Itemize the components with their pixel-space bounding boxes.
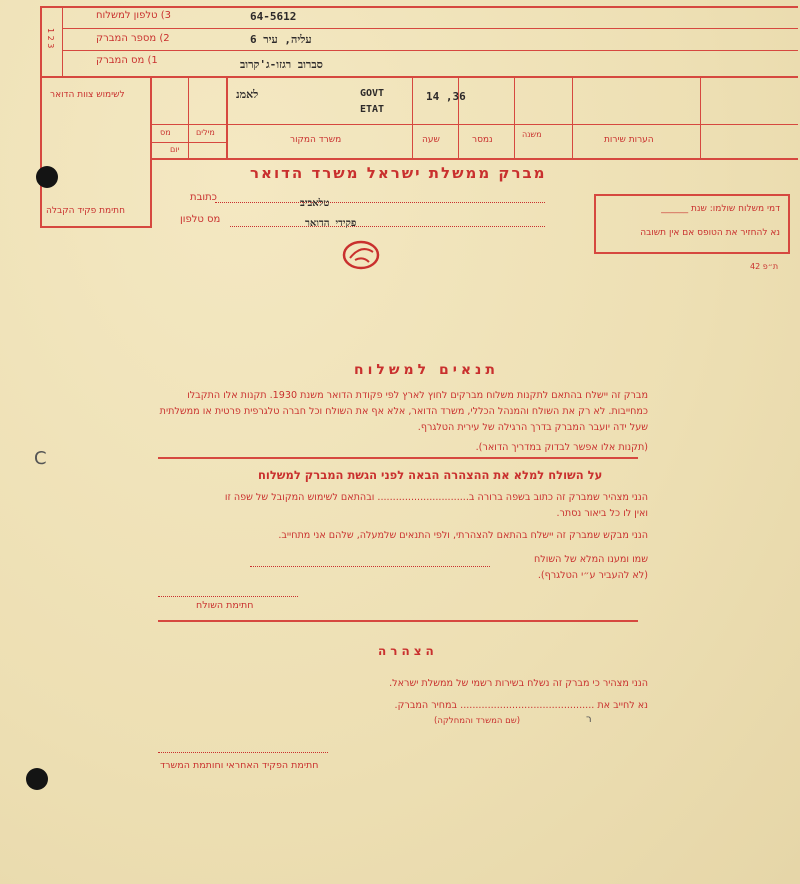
sender-line-1b: ואין לו כל ביאור נסתר.	[556, 508, 648, 519]
col-time-label: שעה	[422, 135, 440, 145]
name-line	[230, 226, 545, 227]
left-mid-label: חתימת פקיד הקבלה	[46, 206, 125, 216]
declaration-signature-line	[158, 752, 328, 753]
address-line	[215, 202, 545, 203]
name-label: מס טלפון	[180, 214, 221, 225]
conditions-para-2: (תקנות אלו אפשר לבדוק במדריך הדואר).	[475, 442, 648, 453]
row2-typed: עליה, עיר 6	[250, 33, 312, 46]
col-office-label: משרד המקור	[290, 135, 342, 145]
punch-hole-bottom-icon	[26, 768, 48, 790]
margin-c-mark: C	[34, 448, 47, 469]
grid-col-7	[572, 78, 573, 158]
typed-a: לאמנ	[236, 88, 259, 101]
banner-title: מברק ממשלת ישראל משרד הדואר	[250, 164, 547, 182]
row2-label: 2) מספר המברק	[96, 33, 170, 44]
row1-label: 3) טלפון למשלוח	[96, 10, 171, 21]
declaration-title: הצהרה	[378, 644, 438, 658]
grid-row-3	[150, 158, 798, 160]
sender-line-3: שמו ומענו המלא של השולח	[533, 554, 648, 565]
grid-row-2	[150, 142, 228, 143]
margin-r-mark: ר	[586, 714, 592, 725]
header-rule-1	[62, 28, 798, 29]
sender-line-1: הנני מצהיר שמברק זה כתוב בשפה ברורה ב.............................. ובהתאם לשימוש המקובל של שפה זו	[224, 492, 648, 503]
row1-typed: 64-5612	[250, 10, 297, 23]
col-date-label: יום	[170, 145, 180, 154]
row3-typed: סברוב רגזו-ג'קרוב	[240, 58, 323, 71]
grid-col-8	[700, 78, 701, 158]
declaration-line-1: הנני מצהיר כי מברק זה נשלח בשירות רשמי של ממשלת ישראל.	[389, 678, 648, 689]
declaration-signature-label: חתימת הפקיד האחראי וחותמת המשרד	[160, 760, 319, 771]
typed-etat: ETAT	[360, 104, 385, 115]
box-line-1: דמי משלוח שולמו: שנת ______	[661, 204, 780, 214]
declaration-line-2b: (שם המשרד והמחלקה)	[434, 716, 521, 726]
col-sent-label: נמסר	[472, 135, 493, 145]
prepaid-box	[594, 194, 790, 254]
punch-hole-top-icon	[36, 166, 58, 188]
col-num-label: מס	[160, 128, 171, 137]
sender-signature-line	[158, 596, 298, 597]
typed-name: פקידי הדואר	[305, 218, 357, 229]
typed-c: 14 ,36	[426, 90, 466, 103]
declaration-line-2: נא לחייב את ............................................ במחיר המברק.	[394, 700, 648, 711]
grid-col-1	[150, 76, 152, 228]
stamp-note: ת״פ 42	[750, 262, 779, 271]
conditions-para-1: מברק זה יישלח בהתאם לתקנות משלוח מברקים לחוץ לארץ לפי פקודת הדואר משנת 1930. תקנות אלו התקבלו כמחייבות. לא רק את השולח והמנהל הכללי, משרד הדואר, אלא אף את השולח וכל חברה טלגרפית פרטית או ממשלתית שעל ידה יועבר המברק בדרך הרגילה של עירית הטלגרף.	[159, 390, 648, 433]
grid-col-4	[412, 78, 413, 158]
grid-col-6	[514, 78, 515, 158]
conditions-rule	[158, 457, 638, 459]
conditions-title: תנאים למשלוח	[354, 362, 499, 378]
address-label: כתובת	[190, 192, 217, 203]
row3-label: 1) מס המברק	[96, 55, 158, 66]
left-top-label: לשימוש צוות הדואר	[50, 90, 125, 100]
grid-row-1	[150, 124, 798, 125]
sender-rule	[158, 620, 638, 622]
col-served-label: משנה	[522, 130, 542, 139]
top-border	[40, 6, 798, 8]
box-line-2: נא להחזיר את הטופס אם אין תשובה	[640, 228, 780, 238]
grid-col-3	[226, 78, 228, 158]
grid-left-bottom	[40, 226, 150, 228]
typed-govt: GOVT	[360, 88, 385, 99]
typed-address: טלאביב	[300, 198, 330, 209]
col-remarks-label: הערות שירות	[604, 135, 654, 145]
col-words-label: מילים	[196, 128, 215, 137]
side-divider	[62, 6, 63, 76]
header-bottom-rule	[40, 76, 798, 78]
sender-line-3b: (לא להעביר ע״י הטלגרף).	[537, 570, 648, 581]
grid-col-2	[188, 78, 189, 158]
sender-address-line	[250, 566, 490, 567]
postal-emblem-icon	[341, 238, 381, 272]
sender-line-2: הנני מבקש שמברק זה יישלח בהתאם להצהרתי, ולפי התנאים שלמעלה, שלהם אני מתחייב.	[278, 530, 648, 541]
grid-left-border	[40, 76, 42, 228]
side-label: 1 2 3	[46, 28, 55, 49]
sender-signature-label: חתימת השולח	[196, 600, 254, 611]
left-border-top	[40, 6, 42, 76]
sender-title: על השולח למלא את ההצהרה הבאה לפני הגשת המברק למשלוח	[258, 468, 603, 482]
header-rule-2	[62, 50, 798, 51]
